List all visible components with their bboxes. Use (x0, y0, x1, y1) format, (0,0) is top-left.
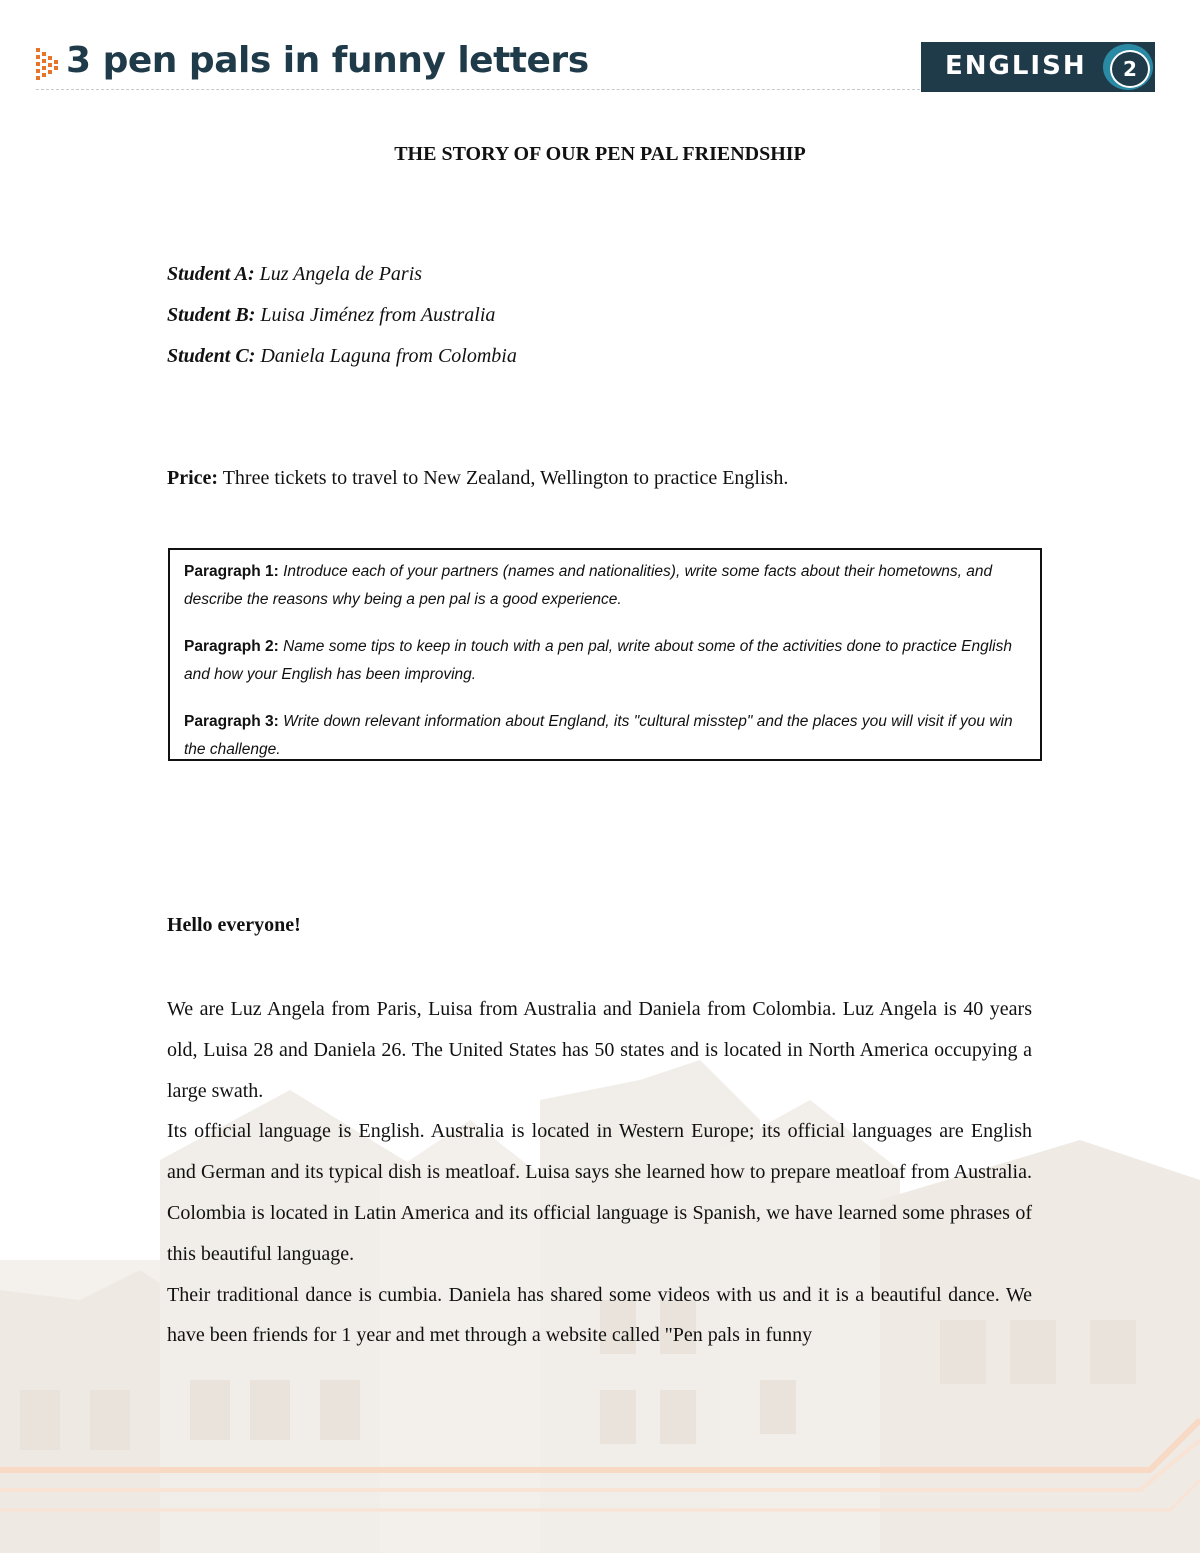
prize-label: Price: (167, 467, 219, 489)
instruction-1-label: Paragraph 1: (184, 563, 279, 580)
student-a-name: Luz Angela de Paris (254, 263, 423, 285)
dotted-play-icon (36, 46, 62, 86)
body-paragraph-3: Their traditional dance is cumbia. Daniela has shared some videos with us and it is a beautiful dance. We have been friends for 1 year and met through a website called "Pen pals in funny (167, 1283, 1032, 1347)
student-c-name: Daniela Laguna from Colombia (255, 345, 517, 367)
instruction-paragraph-2 (184, 633, 1026, 689)
header-divider (36, 89, 920, 90)
letter-body (167, 989, 1032, 1356)
header-title: 3 pen pals in funny letters (66, 40, 589, 81)
instruction-3-label: Paragraph 3: (184, 713, 279, 730)
student-c-label: Student C: (167, 345, 256, 367)
badge-level-number: 2 (1110, 50, 1150, 88)
student-a (167, 263, 517, 304)
body-paragraph-2: Its official language is English. Australia is located in Western Europe; its official languages are English and German and its typical dish is meatloaf. Luisa says she learned how to prepare meatloaf from Australia. Colombia is located in Latin America and its official language is Spanish, we have learned some phrases of this beautiful language. (167, 1120, 1032, 1265)
instruction-2-label: Paragraph 2: (184, 638, 279, 655)
english-badge-label: ENGLISH (945, 51, 1087, 81)
instructions-box (168, 548, 1042, 761)
student-b-label: Student B: (167, 304, 256, 326)
prize-line (167, 467, 788, 490)
instruction-paragraph-3 (184, 708, 1026, 764)
document-title: THE STORY OF OUR PEN PAL FRIENDSHIP (394, 143, 806, 165)
instruction-2-text: Name some tips to keep in touch with a pen pal, write about some of the activities done to practice English and how your English has been improving. (184, 638, 1012, 683)
student-list (167, 263, 517, 386)
body-paragraph-1: We are Luz Angela from Paris, Luisa from Australia and Daniela from Colombia. Luz Angela is 40 years old, Luisa 28 and Daniela 26. The United States has 50 states and is located in North America occupying a large swath. (167, 998, 1032, 1102)
instruction-3-text: Write down relevant information about England, its "cultural misstep" and the places you will visit if you win the challenge. (184, 713, 1013, 758)
student-a-label: Student A: (167, 263, 255, 285)
instruction-1-text: Introduce each of your partners (names and nationalities), write some facts about their hometowns, and describe the reasons why being a pen pal is a good experience. (184, 563, 993, 608)
student-c (167, 345, 517, 386)
letter-greeting: Hello everyone! (167, 914, 301, 936)
student-b (167, 304, 517, 345)
student-b-name: Luisa Jiménez from Australia (255, 304, 496, 326)
prize-text: Three tickets to travel to New Zealand, Wellington to practice English. (218, 467, 789, 489)
instruction-paragraph-1 (184, 558, 1026, 614)
